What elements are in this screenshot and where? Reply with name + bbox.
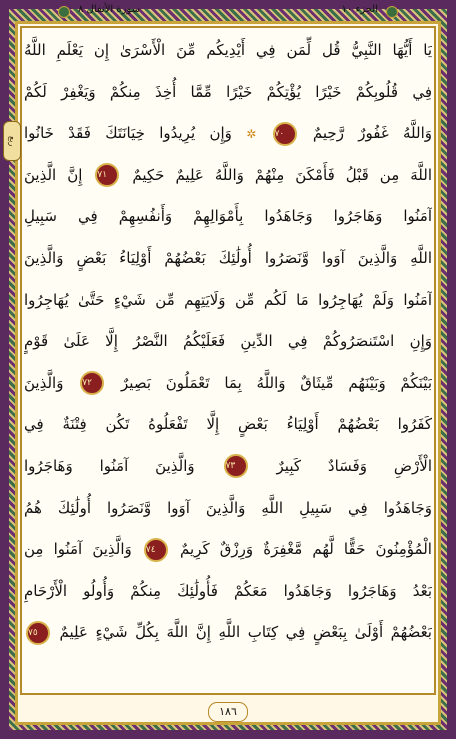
ayah-number-marker: ٧٣ [224, 454, 248, 478]
verse-line [24, 363, 432, 405]
ayah-number-marker: ٧١ [95, 163, 119, 187]
verse-line [24, 529, 432, 571]
verse-text: اللَّهِ وَالَّذِينَ آوَوا وَّنَصَرُوا أُولَٰئِكَ بَعْضُهُمْ أَوْلِيَاءُ بَعْضٍ وَالَّذِينَ [24, 248, 432, 267]
page-header [18, 4, 438, 20]
verse-line [24, 488, 432, 530]
verse-text: وَالَّذِينَ آمَنُوا مِن [24, 540, 132, 559]
verse-text: بَعْدُ وَهَاجَرُوا وَجَاهَدُوا مَعَكُمْ فَأُولَٰئِكَ مِنكُمْ وَأُولُو الْأَرْحَامِ [24, 581, 432, 600]
header-ornament-icon [58, 6, 70, 18]
verse-text: وَالَّذِينَ آمَنُوا وَهَاجَرُوا [24, 456, 195, 475]
verse-text: إِنَّ الَّذِينَ [24, 165, 83, 184]
verse-text: كَفَرُوا بَعْضُهُمْ أَوْلِيَاءُ بَعْضٍ إِلَّا تَفْعَلُوهُ تَكُن فِتْنَةٌ فِي [24, 415, 432, 434]
verse-line [24, 72, 432, 114]
ayah-number-marker: ٧٠ [273, 122, 297, 146]
verse-line [24, 113, 432, 155]
verse-line [24, 321, 432, 363]
page-number: ١٨٦ [208, 702, 248, 722]
verse-text: يَا أَيُّهَا النَّبِيُّ قُل لِّمَن فِي أَيْدِيكُم مِّنَ الْأَسْرَىٰ إِن يَعْلَمِ اللَّهُ [24, 41, 432, 59]
verse-line [24, 446, 432, 488]
verse-text: بَعْضُهُمْ أَوْلَىٰ بِبَعْضٍ فِي كِتَابِ اللَّهِ إِنَّ اللَّهَ بِكُلِّ شَيْءٍ عَلِيمٌ [59, 623, 432, 642]
verse-text: وَإِنِ اسْتَنصَرُوكُمْ فِي الدِّينِ فَعَلَيْكُمُ النَّصْرُ إِلَّا عَلَىٰ قَوْمٍ [24, 332, 432, 351]
ayah-number-marker: ٧٤ [144, 538, 168, 562]
header-ornament-icon [386, 6, 398, 18]
ayah-number-marker: ٧٥ [26, 621, 50, 645]
verse-line [24, 404, 432, 446]
verse-line [24, 238, 432, 280]
verse-line [24, 196, 432, 238]
verse-text: وَإِن يُرِيدُوا خِيَانَتَكَ فَقَدْ خَانُوا [24, 124, 232, 143]
verse-line [24, 612, 432, 654]
verse-text: آمَنُوا وَهَاجَرُوا وَجَاهَدُوا بِأَمْوَالِهِمْ وَأَنفُسِهِمْ فِي سَبِيلِ [24, 207, 432, 226]
verse-lines [24, 30, 432, 654]
verse-text: فِي قُلُوبِكُمْ خَيْرًا يُؤْتِكُمْ خَيْرًا مِّمَّا أُخِذَ مِنكُمْ وَيَغْفِرْ لَكُمْ [24, 82, 432, 101]
verse-text: وَاللَّهُ غَفُورٌ رَّحِيمٌ [312, 124, 432, 143]
page-footer [0, 700, 456, 720]
surah-title: سورة الأنفال ٨ [78, 4, 140, 15]
verse-text: وَجَاهَدُوا فِي سَبِيلِ اللَّهِ وَالَّذِينَ آوَوا وَّنَصَرُوا أُولَٰئِكَ هُمُ [24, 498, 432, 517]
verse-line [24, 571, 432, 613]
verse-text: اللَّهَ مِن قَبْلُ فَأَمْكَنَ مِنْهُمْ وَاللَّهُ عَلِيمٌ حَكِيمٌ [132, 165, 432, 184]
sajdah-star-icon: ✲ [246, 127, 257, 142]
verse-text: آمَنُوا وَلَمْ يُهَاجِرُوا مَا لَكُم مِّن وَلَايَتِهِم مِّن شَيْءٍ حَتَّىٰ يُهَاجِرُوا [24, 290, 432, 309]
verse-line [24, 30, 432, 72]
verse-text: بَيْنَكُمْ وَبَيْنَهُم مِّيثَاقٌ وَاللَّهُ بِمَا تَعْمَلُونَ بَصِيرٌ [121, 373, 432, 392]
rub-marker: ربع [3, 121, 21, 161]
verse-text: الْمُؤْمِنُونَ حَقًّا لَّهُم مَّغْفِرَةٌ وَرِزْقٌ كَرِيمٌ [180, 540, 432, 559]
verse-text: وَالَّذِينَ [24, 373, 64, 392]
verse-text: الْأَرْضِ وَفَسَادٌ كَبِيرٌ [276, 456, 432, 475]
verse-line [24, 280, 432, 322]
juz-title: الجزء ١٠ [341, 4, 378, 15]
verse-line [24, 155, 432, 197]
ayah-number-marker: ٧٢ [80, 371, 104, 395]
